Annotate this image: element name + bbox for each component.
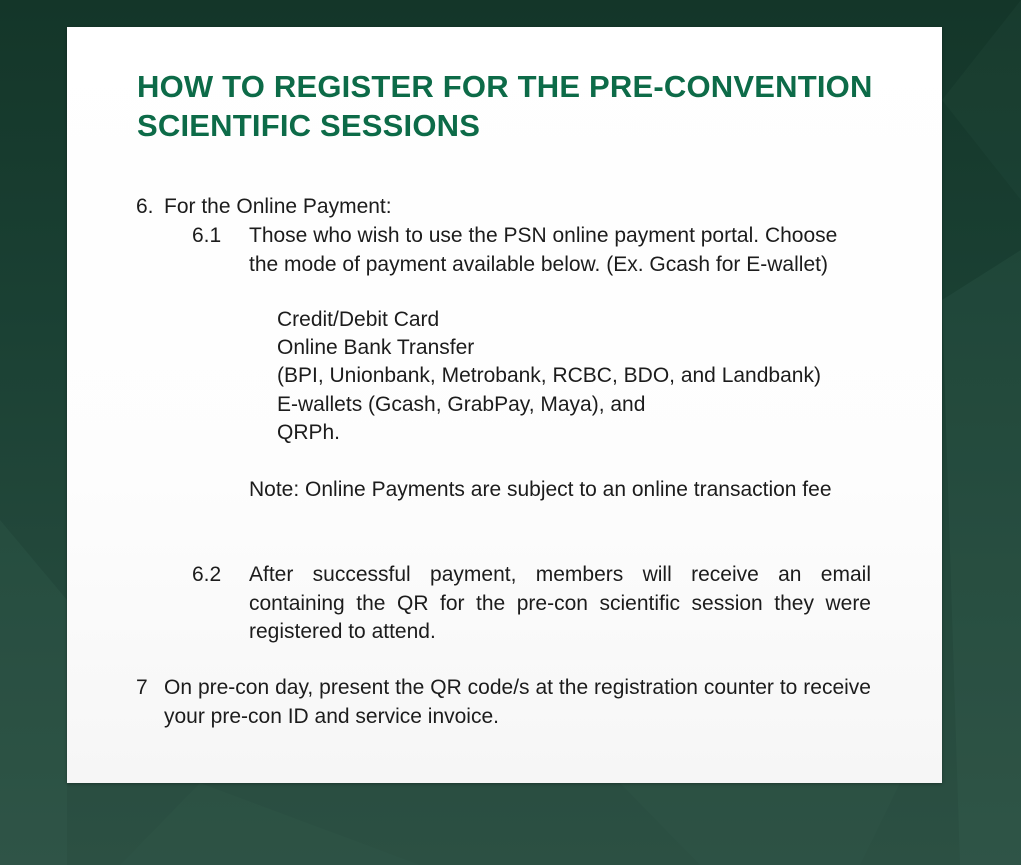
title-line-1: HOW TO REGISTER FOR THE PRE-CONVENTION [137, 69, 873, 104]
fee-note: Note: Online Payments are subject to an online transaction fee [249, 478, 832, 501]
payment-option: QRPh. [277, 421, 341, 444]
page-title [137, 67, 897, 145]
step-7-text: On pre-con day, present the QR code/s at the registration counter to receive your pre-con ID and service invoice. [164, 676, 871, 728]
step-7-number: 7 [136, 676, 148, 699]
title-line-2: SCIENTIFIC SESSIONS [137, 108, 481, 143]
step-6-number: 6. [136, 195, 154, 218]
content-card [67, 27, 942, 783]
step-6-2-number: 6.2 [192, 563, 222, 586]
payment-option: E-wallets (Gcash, GrabPay, Maya), and [277, 393, 646, 416]
step-6-2-text: After successful payment, members will receive an email containing the QR for the pre-con scientific session they were registered to attend. [249, 563, 871, 643]
payment-option: (BPI, Unionbank, Metrobank, RCBC, BDO, and Landbank) [277, 364, 821, 387]
step-6-1-number: 6.1 [192, 224, 222, 247]
step-6-heading: For the Online Payment: [164, 195, 392, 218]
payment-option: Credit/Debit Card [277, 308, 440, 331]
step-6-1-text: Those who wish to use the PSN online payment portal. Choose the mode of payment available below. (Ex. Gcash for E-wallet) [249, 224, 838, 276]
payment-option: Online Bank Transfer [277, 336, 475, 359]
